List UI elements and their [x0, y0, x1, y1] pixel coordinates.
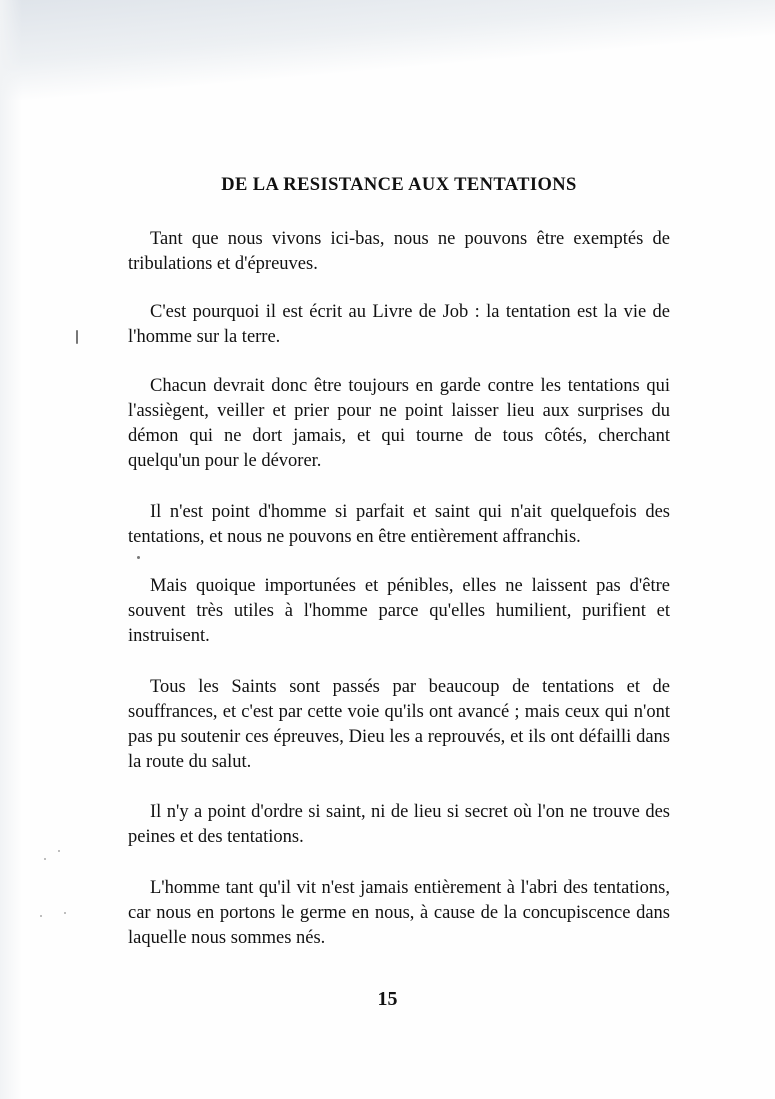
scan-speck	[58, 850, 60, 852]
paragraph-6: Tous les Saints sont passés par beaucoup de tentations et de souffrances, et c'est par cette voie qu'ils ont avancé ; mais ceux qui n'ont pas pu soutenir ces épreuves, Dieu les a reprouvés, et ils ont défailli dans la route du salut.	[128, 677, 670, 772]
scan-speck	[137, 556, 140, 559]
page-number: 15	[377, 988, 398, 1010]
scan-speck	[64, 912, 66, 914]
scan-speck	[76, 330, 78, 344]
paragraph-5: Mais quoique importunées et pénibles, elles ne laissent pas d'être souvent très utiles à l'homme parce qu'elles humilient, purifient et instruisent.	[128, 576, 670, 646]
paragraph-1: Tant que nous vivons ici-bas, nous ne pouvons être exemptés de tribulations et d'épreuves.	[128, 229, 670, 274]
paragraph-3: Chacun devrait donc être toujours en garde contre les tentations qui l'assiègent, veiller et prier pour ne point laisser lieu aux surprises du démon qui ne dort jamais, et qui tourne de tous côtés, cherchant quelqu'un pour le dévorer.	[128, 376, 670, 471]
scan-speck	[40, 915, 42, 917]
scan-edge-shadow	[0, 0, 22, 1099]
paragraph-2: C'est pourquoi il est écrit au Livre de Job : la tentation est la vie de l'homme sur la terre.	[128, 302, 670, 347]
scan-speck	[44, 858, 46, 860]
page-title: DE LA RESISTANCE AUX TENTATIONS	[221, 175, 577, 195]
scan-shadow	[0, 0, 775, 100]
paragraph-8: L'homme tant qu'il vit n'est jamais entièrement à l'abri des tentations, car nous en portons le germe en nous, à cause de la concupiscence dans laquelle nous sommes nés.	[128, 878, 670, 948]
paragraph-4: Il n'est point d'homme si parfait et saint qui n'ait quelquefois des tentations, et nous ne pouvons en être entièrement affranchis.	[128, 502, 670, 547]
paragraph-7: Il n'y a point d'ordre si saint, ni de lieu si secret où l'on ne trouve des peines et des tentations.	[128, 802, 670, 847]
